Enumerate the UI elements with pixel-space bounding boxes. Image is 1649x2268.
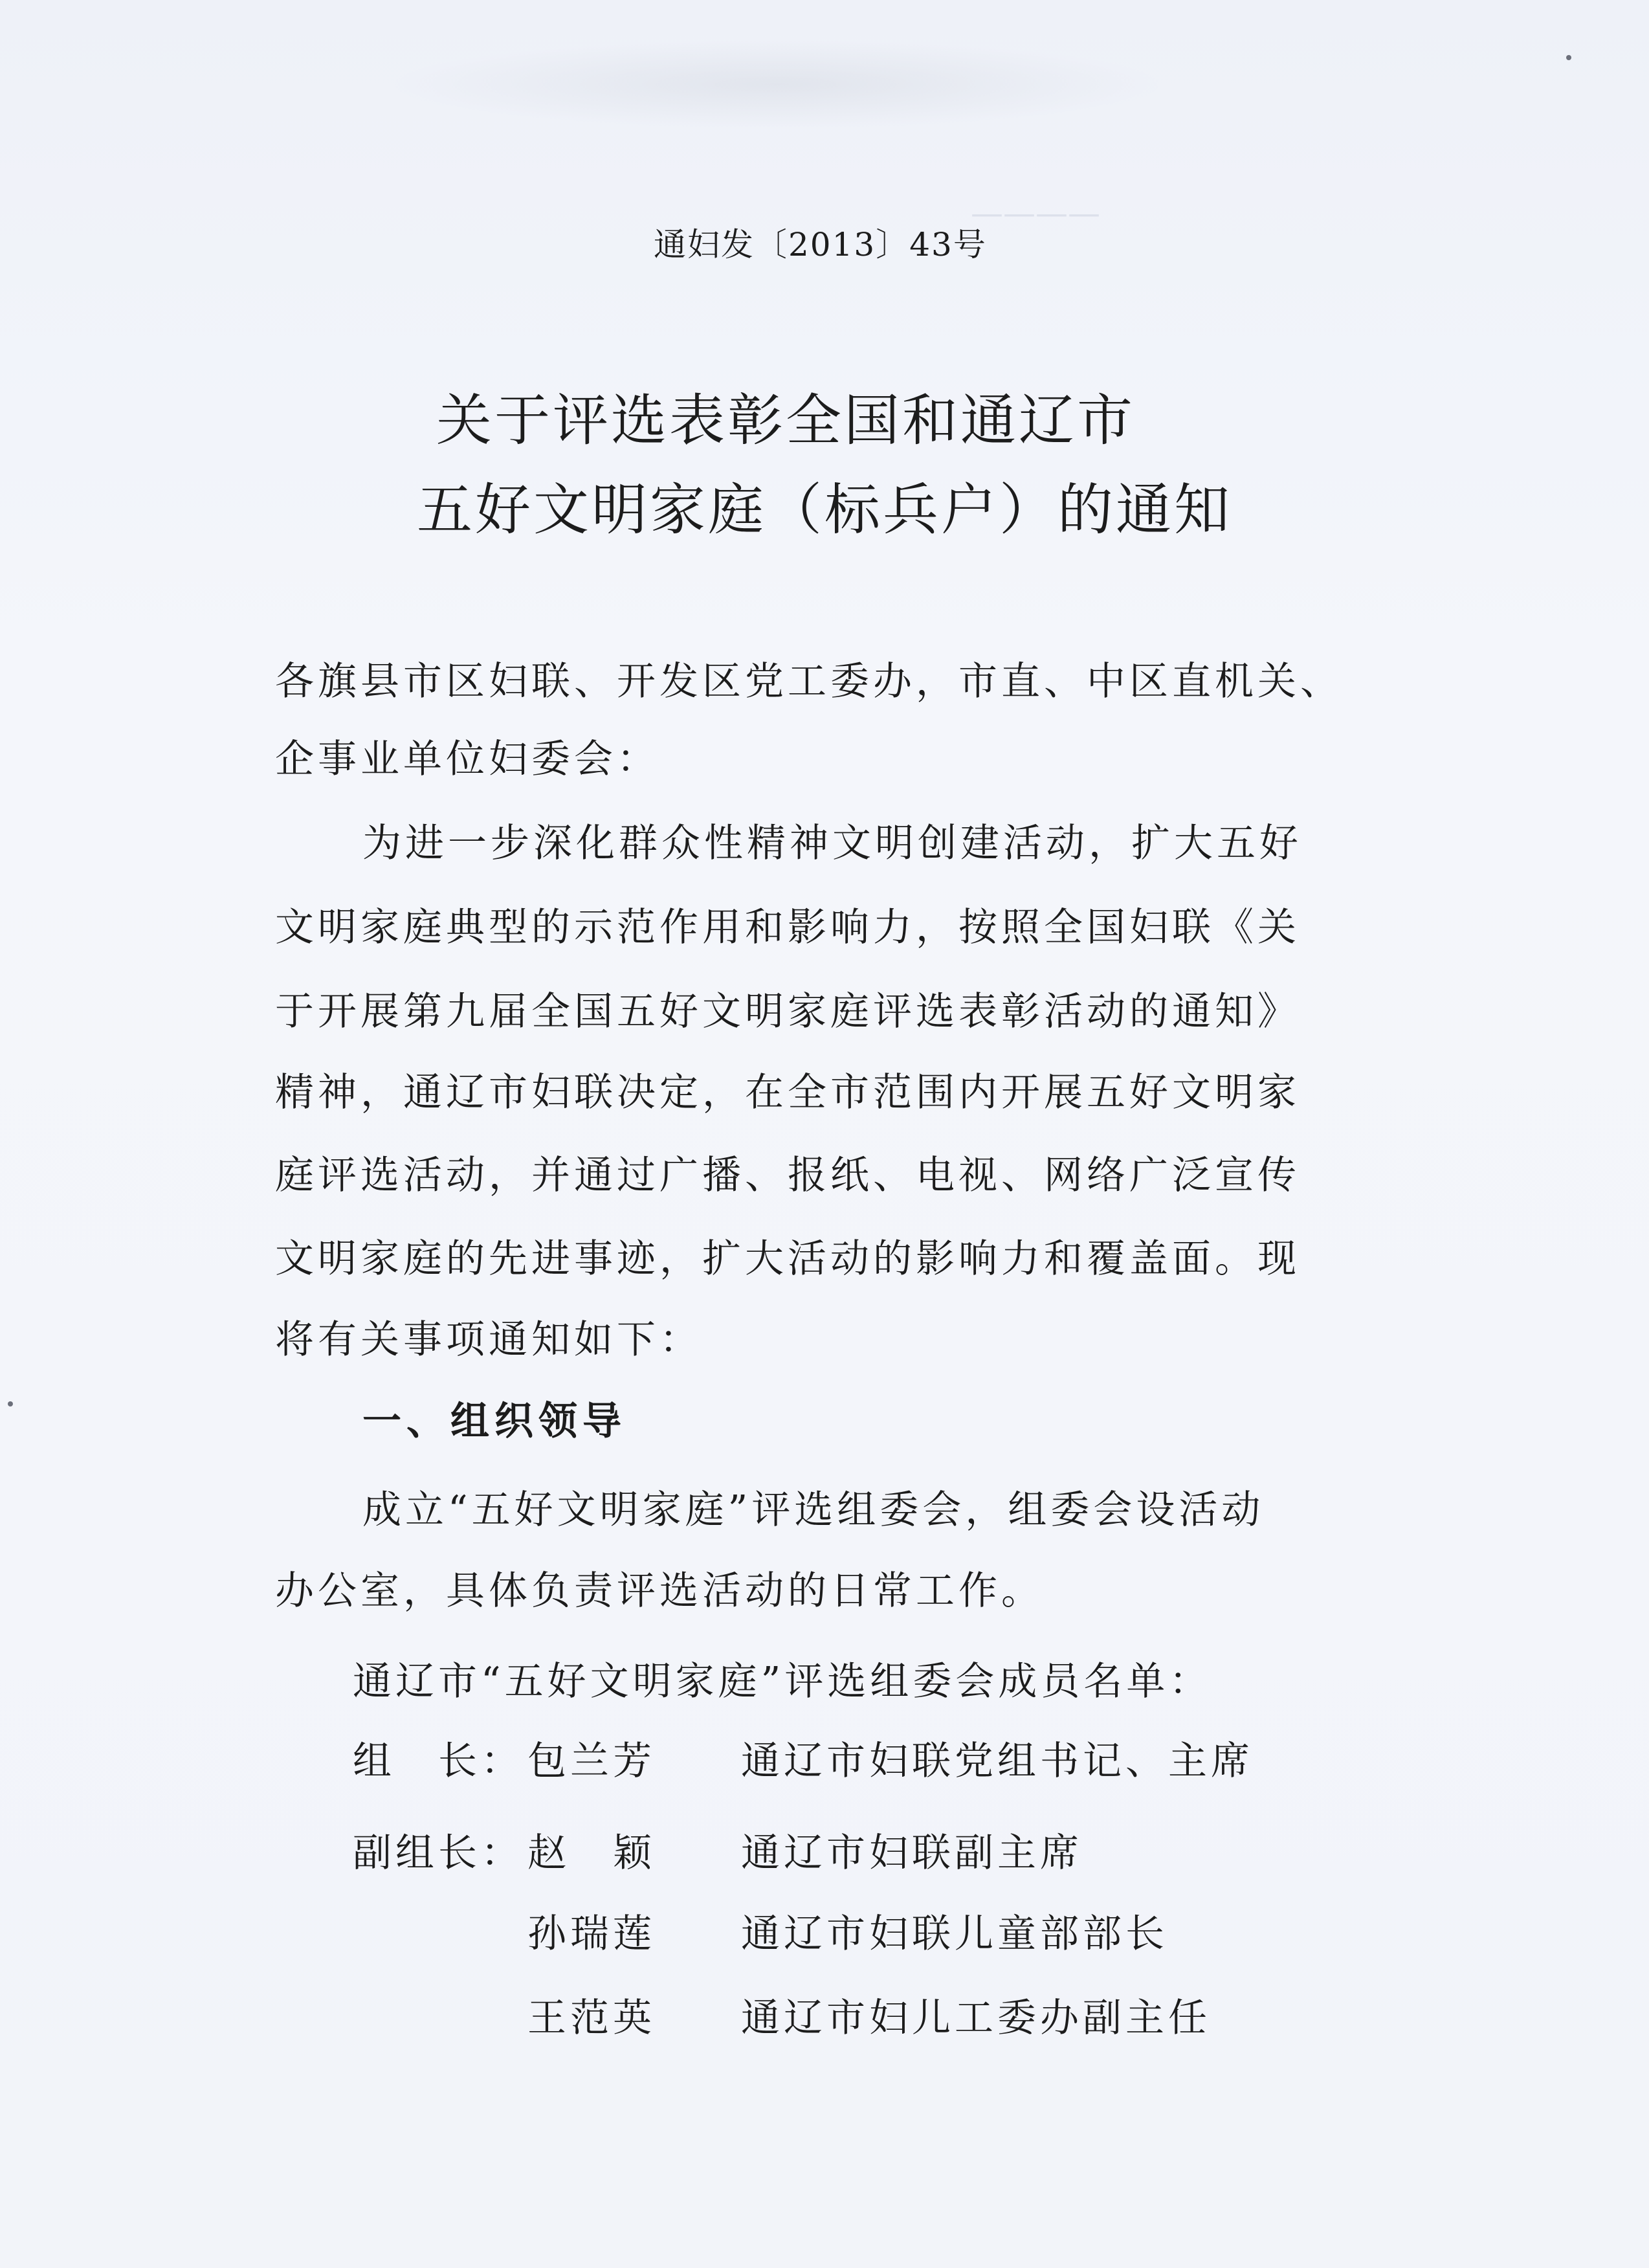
body-line-4: 精神，通辽市妇联决定，在全市范围内开展五好文明家 [275, 1070, 1300, 1115]
member-role: 副组长： [353, 1830, 524, 1876]
document-number: 通妇发〔2013〕43号 [654, 226, 987, 263]
committee-intro: 通辽市“五好文明家庭”评选组委会成员名单： [353, 1659, 1212, 1704]
bleed-through: ———— [971, 194, 1100, 232]
member-name: 赵 颖 [527, 1830, 656, 1876]
member-name: 包兰芳 [527, 1739, 656, 1784]
addressee-line-1: 各旗县市区妇联、开发区党工委办，市直、中区直机关、 [275, 659, 1343, 704]
member-position: 通辽市妇联儿童部部长 [741, 1911, 1168, 1957]
member-position: 通辽市妇儿工委办副主任 [741, 1996, 1211, 2041]
section-para-line-2: 办公室，具体负责评选活动的日常工作。 [275, 1568, 1044, 1614]
section-para-line-1: 成立“五好文明家庭”评选组委会，组委会设活动 [362, 1487, 1265, 1533]
scan-speck [8, 1401, 13, 1406]
addressee-line-2: 企事业单位妇委会： [275, 737, 659, 782]
body-line-5: 庭评选活动，并通过广播、报纸、电视、网络广泛宣传 [275, 1153, 1300, 1198]
member-name: 王范英 [527, 1996, 656, 2041]
member-position: 通辽市妇联副主席 [741, 1830, 1083, 1876]
title-line-2: 五好文明家庭（标兵户）的通知 [417, 478, 1232, 542]
member-role: 组 长： [353, 1739, 524, 1784]
body-line-1: 为进一步深化群众性精神文明创建活动，扩大五好 [362, 821, 1302, 866]
member-name: 孙瑞莲 [527, 1911, 656, 1957]
member-position: 通辽市妇联党组书记、主席 [741, 1739, 1254, 1784]
title-line-1: 关于评选表彰全国和通辽市 [436, 388, 1135, 453]
body-line-7: 将有关事项通知如下： [275, 1317, 702, 1362]
scan-speck [1566, 55, 1571, 60]
body-line-2: 文明家庭典型的示范作用和影响力，按照全国妇联《关 [275, 905, 1300, 950]
scan-smudge [388, 39, 1165, 129]
body-line-3: 于开展第九届全国五好文明家庭评选表彰活动的通知》 [275, 989, 1300, 1034]
section-heading: 一、组织领导 [362, 1399, 626, 1444]
body-line-6: 文明家庭的先进事迹，扩大活动的影响力和覆盖面。现 [275, 1236, 1300, 1282]
